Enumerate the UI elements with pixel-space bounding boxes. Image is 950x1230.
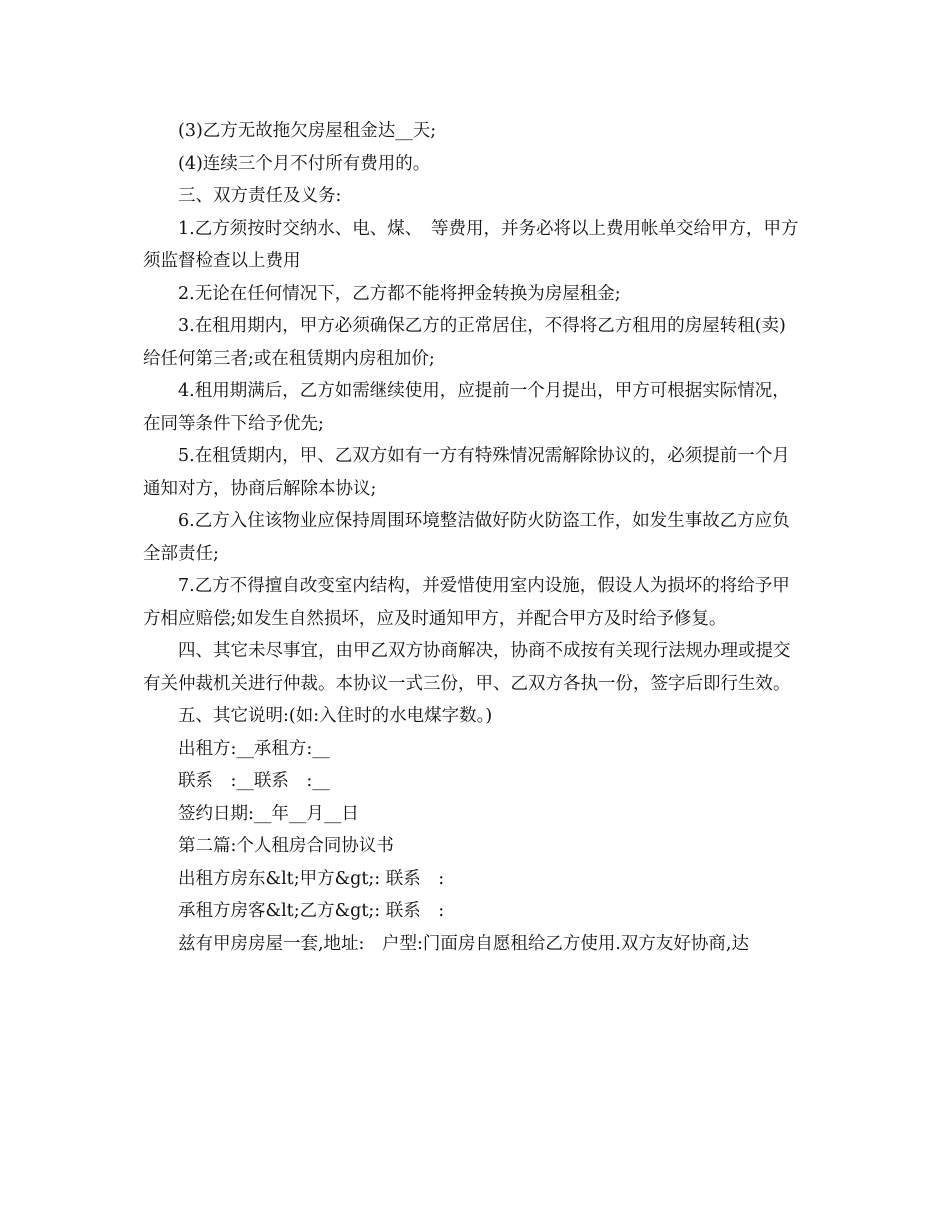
property-description-line: 兹有甲房房屋一套,地址: 户型:门面房自愿租给乙方使用.双方友好协商,达 [178,933,749,954]
paragraph-duty-7: 7.乙方不得擅自改变室内结构，并爱惜使用室内设施，假设人为损坏的将给予甲方相应赔偿;如发生自然损坏，应及时通知甲方，并配合甲方及时给予修复。 [143,576,790,629]
paragraph-duty-3: 3.在租用期内，甲方必须确保乙方的正常居住，不得将乙方租用的房屋转租(卖)给任何第三者;或在租赁期内房租加价; [143,316,786,369]
signature-contact-line: 联系 :__联系 :__ [178,771,330,791]
landlord-line: 出租方房东&lt;甲方&gt;: 联系 : [178,868,445,889]
paragraph-default-clause-4: (4)连续三个月不付所有费用的。 [178,153,431,174]
paragraph-duty-4: 4.租用期满后，乙方如需继续使用，应提前一个月提出，甲方可根据实际情况，在同等条件下给予优先; [143,381,790,434]
signature-date-line: 签约日期:__年__月__日 [178,803,359,824]
paragraph-duty-6: 6.乙方入住该物业应保持周围环境整洁做好防火防盗工作，如发生事故乙方应负全部责任; [143,511,790,564]
signature-parties-line: 出租方:__承租方:__ [178,738,330,759]
paragraph-duty-5: 5.在租赁期内，甲、乙双方如有一方有特殊情况需解除协议的，必须提前一个月通知对方，协商后解除本协议; [143,446,790,499]
tenant-line: 承租方房客&lt;乙方&gt;: 联系 : [178,901,445,921]
paragraph-duty-1: 1.乙方须按时交纳水、电、煤、 等费用，并务必将以上费用帐单交给甲方，甲方须监督检查以上费用 [143,218,799,271]
paragraph-default-clause-3: (3)乙方无故拖欠房屋租金达__天; [178,121,437,141]
document-body [143,115,803,960]
second-part-title: 第二篇:个人租房合同协议书 [178,836,394,856]
section-other-notes: 五、其它说明:(如:入住时的水电煤字数。) [178,706,493,726]
paragraph-duty-2: 2.无论在任何情况下，乙方都不能将押金转换为房屋租金; [178,283,621,304]
section-other-matters: 四、其它未尽事宜，由甲乙双方协商解决，协商不成按有关现行法规办理或提交有关仲裁机关进行仲裁。本协议一式三份，甲、乙双方各执一份，签字后即行生效。 [143,641,791,694]
section-heading-responsibilities: 三、双方责任及义务: [178,186,342,206]
